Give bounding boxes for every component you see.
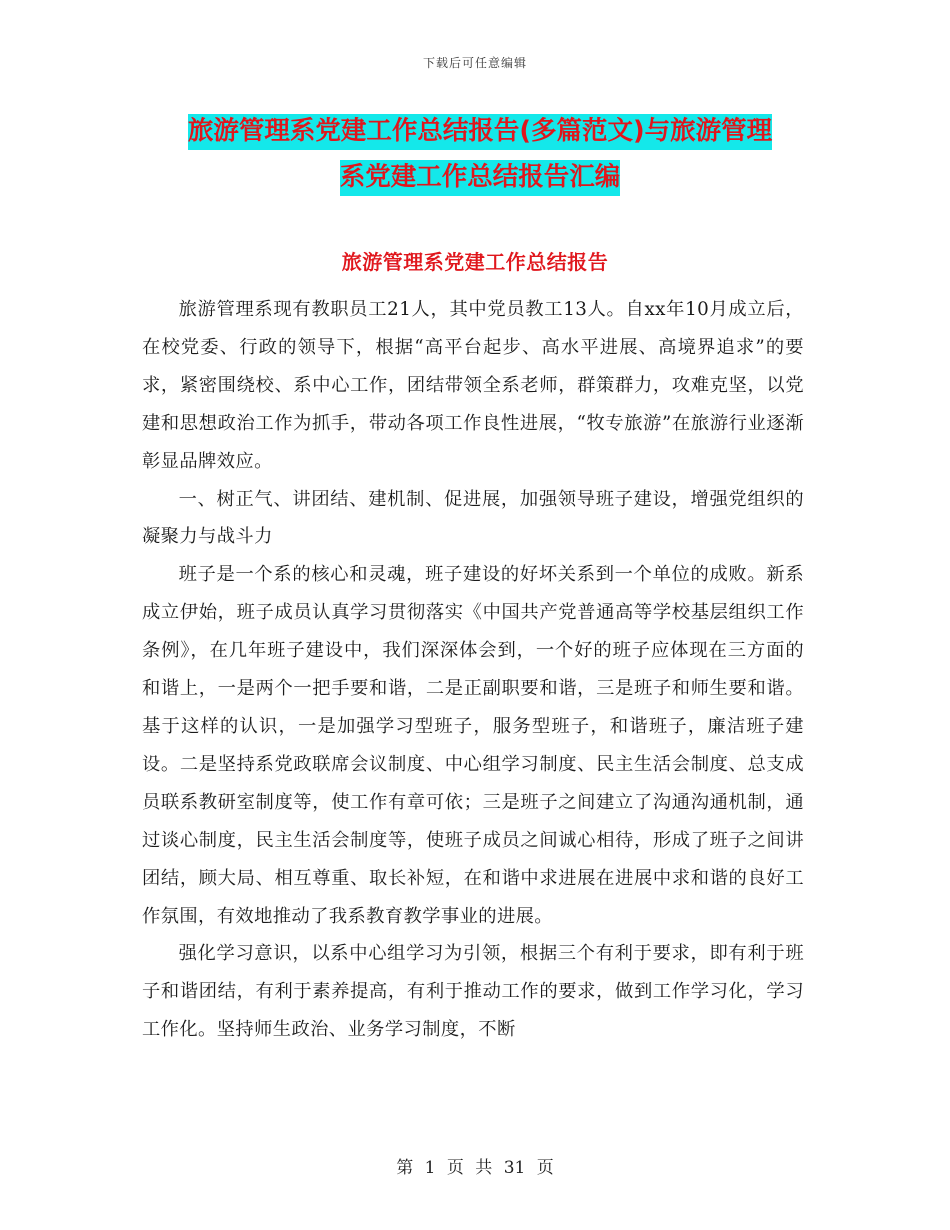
paragraph: 旅游管理系现有教职员工21人，其中党员教工13人。自xx年10月成立后，在校党委、行政的领导下，根据“高平台起步、高水平进展、高境界追求”的要求，紧密围绕校、系中心工作，团结带领全系老师，群策群力，攻难克坚，以党建和思想政治工作为抓手，带动各项工作良性进展，“牧专旅游”在旅游行业逐渐彰显品牌效应。 xyxy=(142,299,804,472)
paragraph: 班子是一个系的核心和灵魂，班子建设的好坏关系到一个单位的成败。新系成立伊始，班子成员认真学习贯彻落实《中国共产党普通高等学校基层组织工作条例》，在几年班子建设中，我们深深体会到，一个好的班子应体现在三方面的和谐上，一是两个一把手要和谐，二是正副职要和谐，三是班子和师生要和谐。基于这样的认识，一是加强学习型班子，服务型班子，和谐班子，廉洁班子建设。二是坚持系党政联席会议制度、中心组学习制度、民主生活会制度、总支成员联系教研室制度等，使工作有章可依；三是班子之间建立了沟通沟通机制，通过谈心制度，民主生活会制度等，使班子成员之间诚心相待，形成了班子之间讲团结，顾大局、相互尊重、取长补短，在和谐中求进展在进展中求和谐的良好工作氛围，有效地推动了我系教育教学事业的进展。 xyxy=(142,564,804,927)
document-title-line2: 系党建工作总结报告汇编 xyxy=(340,160,621,196)
paragraph: 强化学习意识，以系中心组学习为引领，根据三个有利于要求，即有利于班子和谐团结，有利于素养提高，有利于推动工作的要求，做到工作学习化，学习工作化。坚持师生政治、业务学习制度，不断 xyxy=(142,943,804,1041)
page-header-note: 下载后可任意编辑 xyxy=(422,56,527,70)
paragraph: 一、树正气、讲团结、建机制、促进展，加强领导班子建设，增强党组织的凝聚力与战斗力 xyxy=(142,488,804,548)
body-text xyxy=(142,291,804,1049)
document-title xyxy=(140,108,820,200)
document-title-line1: 旅游管理系党建工作总结报告(多篇范文)与旅游管理 xyxy=(188,114,772,150)
section-title: 旅游管理系党建工作总结报告 xyxy=(341,250,609,274)
page-number: 第 1 页 共 31 页 xyxy=(396,1158,554,1178)
